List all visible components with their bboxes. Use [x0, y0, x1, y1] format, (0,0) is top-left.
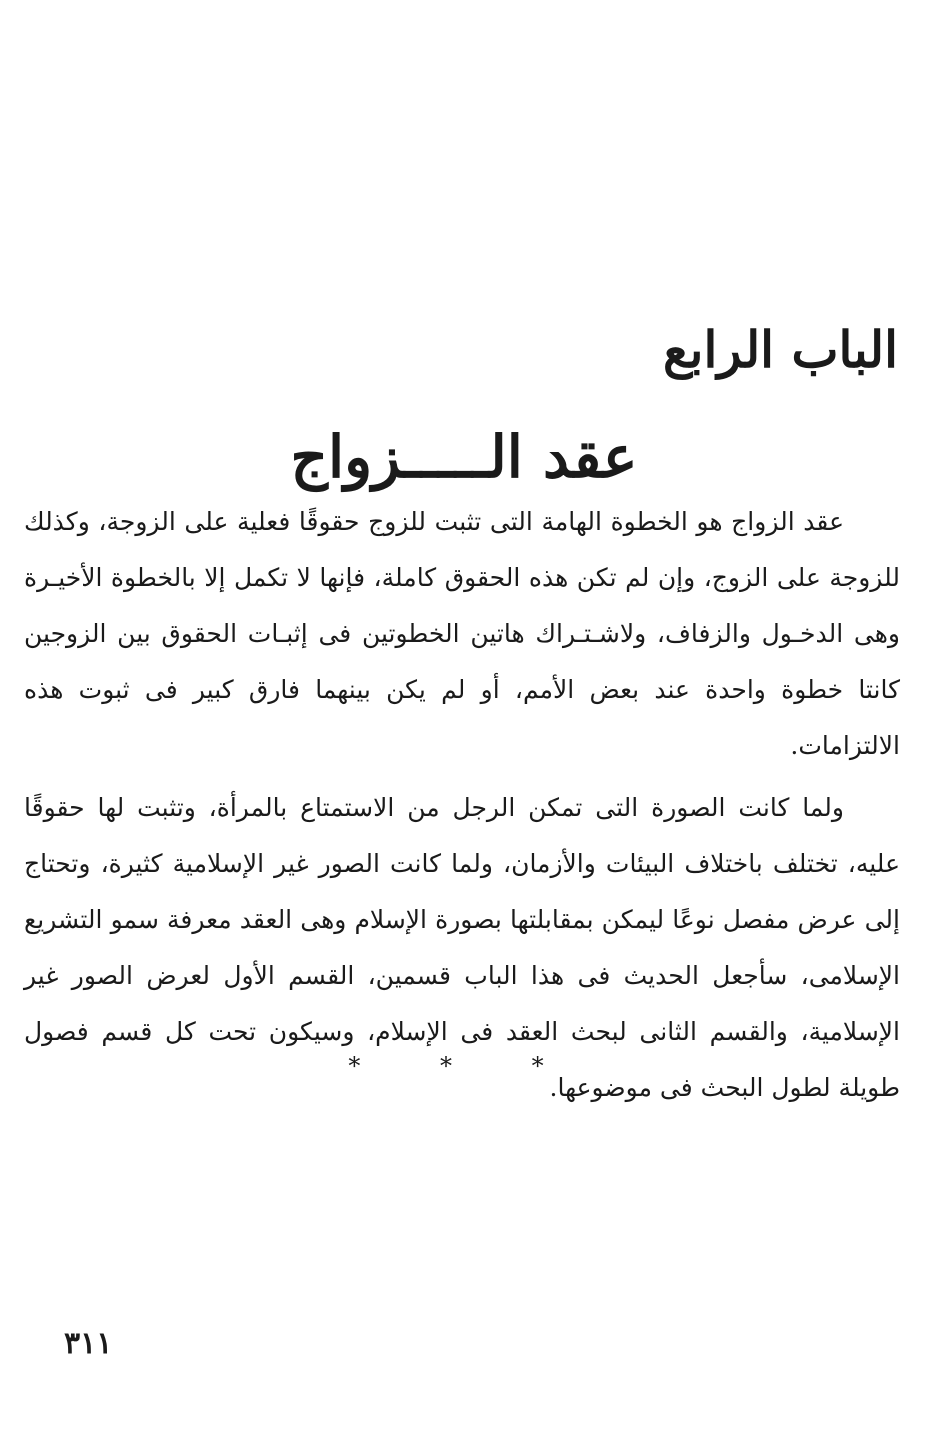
chapter-title: عقد الـــــزواج — [290, 423, 638, 491]
page-number: ٣١١ — [64, 1326, 113, 1361]
paragraph: عقد الزواج هو الخطوة الهامة التى تثبت للزوج حقوقًا فعلية على الزوجة، وكذلك للزوجة على الزوج، وإن لم تكن هذه الحقوق كاملة، فإنها لا تكمل إلا بالخطوة الأخيـرة وهى الدخـول والزفاف، ولاشـتـراك هاتين الخطوتين فى إثبـات الحقوق بين الزوجين كانتا خطوة واحدة عند بعض الأمم، أو لم يكن بينهما فارق كبير فى ثبوت هذه الالتزامات. — [24, 507, 900, 760]
paragraph: ولما كانت الصورة التى تمكن الرجل من الاستمتاع بالمرأة، وتثبت لها حقوقًا عليه، تختلف باختلاف البيئات والأزمان، ولما كانت الصور غير الإسلامية كثيرة، وتحتاج إلى عرض مفصل نوعًا ليمكن بمقابلتها بصورة الإسلام وهى العقد معرفة سمو التشريع الإسلامى، سأجعل الحديث فى هذا الباب قسمين، القسم الأول لعرض الصور غير الإسلامية، والقسم الثانى لبحث العقد فى الإسلام، وسيكون تحت كل قسم فصول طويلة لطول البحث فى موضوعها. — [24, 793, 900, 1102]
part-title: الباب الرابع — [662, 320, 898, 379]
section-separator: * * * — [348, 1052, 580, 1080]
body-text — [24, 494, 900, 1122]
